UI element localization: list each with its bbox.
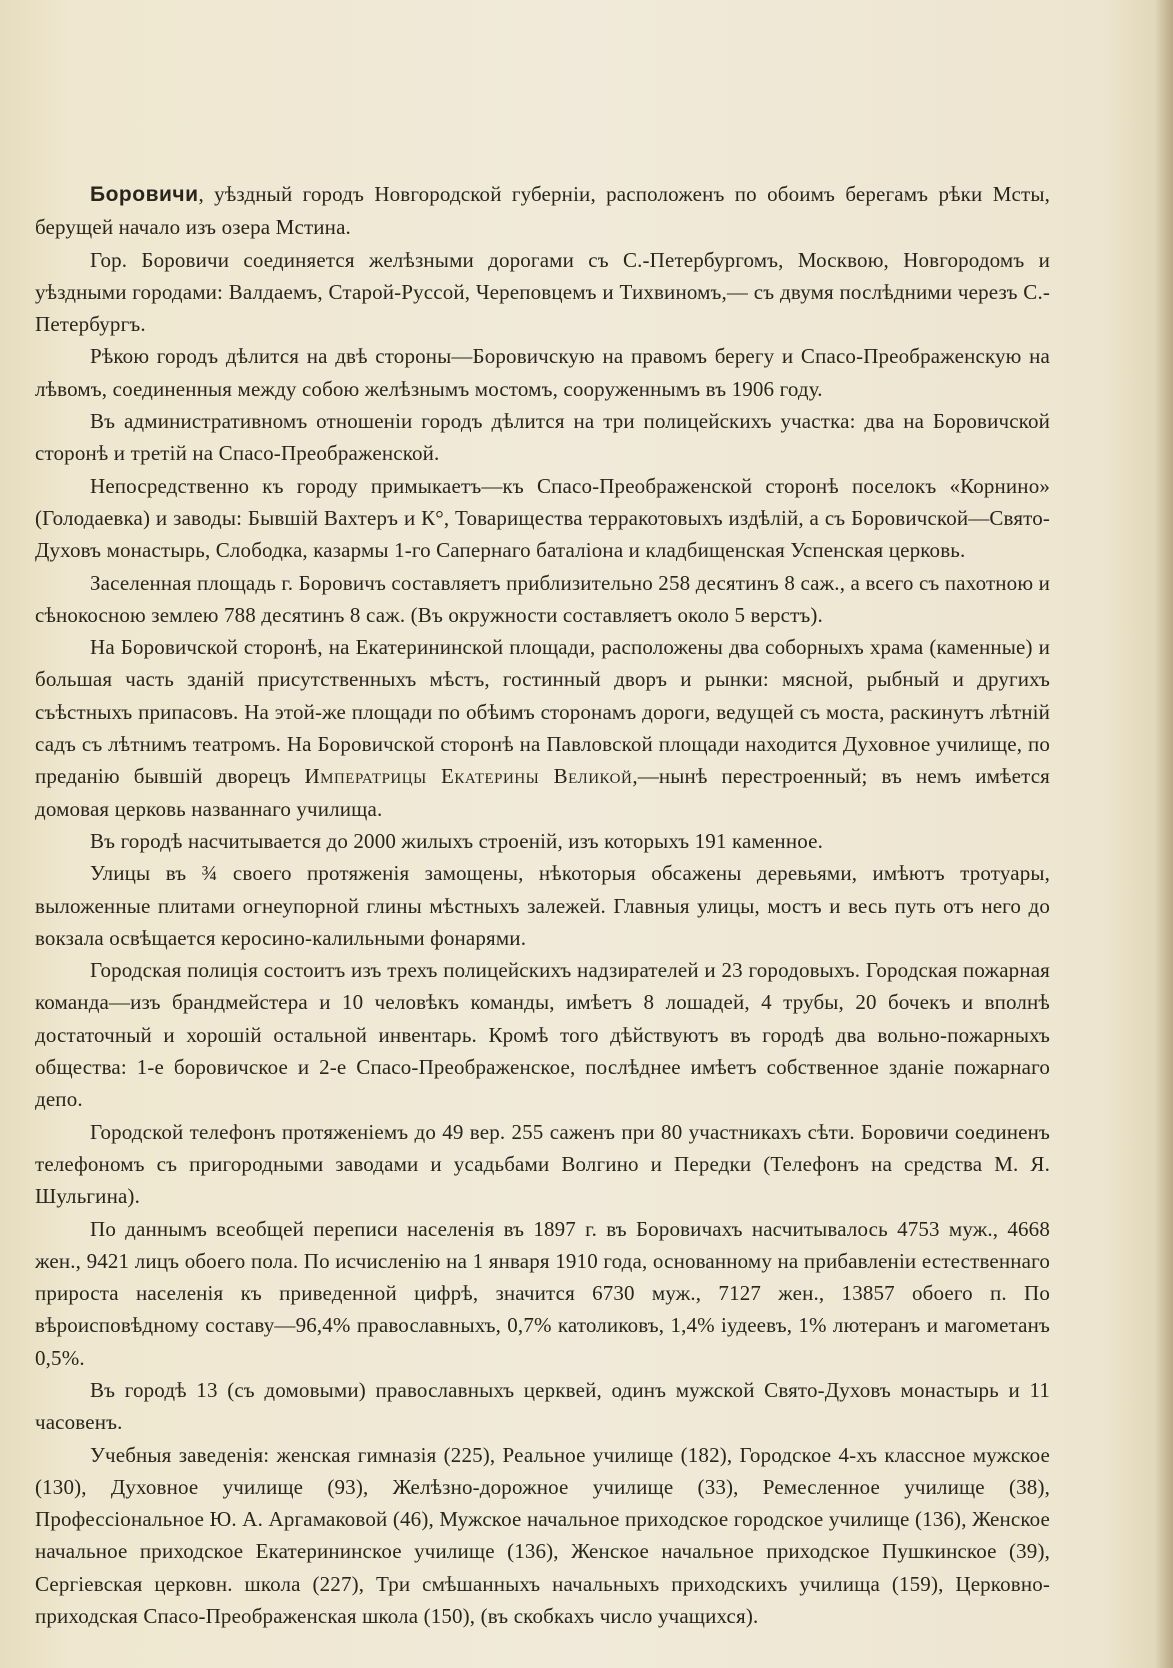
paragraph-3 [35, 340, 1050, 405]
paragraph-text: Въ городѣ 13 (съ домовыми) православныхъ церквей, одинъ мужской Свято-Духовъ монастырь и 11 часовенъ. [35, 1377, 1050, 1435]
entry-title: Боровичи [90, 183, 199, 206]
paragraph-text: , уѣздный городъ Новгородской губерніи, расположенъ по обоимъ берегамъ рѣки Мсты, берущей начало изъ озера Мстина. [35, 182, 1050, 240]
paragraph-text: Улицы въ ¾ своего протяженія замощены, нѣкоторыя обсажены деревьями, имѣютъ тротуары, выложенные плитами огнеупорной глины мѣстныхъ залежей. Главныя улицы, мостъ и весь путь отъ него до вокзала освѣщается керосино-калильными фонарями. [35, 861, 1050, 950]
paragraph-14 [35, 1439, 1050, 1633]
paragraph-text: Городская полиція состоитъ изъ трехъ полицейскихъ надзирателей и 23 городовыхъ. Городская пожарная команда—изъ брандмейстера и 10 человѣкъ команды, имѣетъ 8 лошадей, 4 трубы, 20 бочекъ и вполнѣ достаточный и хорошій остальной инвентарь. Кромѣ того дѣйствуютъ въ городѣ два вольно-пожарныхъ общества: 1-е боровичское и 2-е Спасо-Преображенское, послѣднее имѣетъ собственное зданіе пожарнаго депо. [35, 958, 1050, 1112]
paragraph-11 [35, 1116, 1050, 1213]
paragraph-9 [35, 857, 1050, 954]
paragraph-text: Непосредственно къ городу примыкаетъ—къ Спасо-Преображенской сторонѣ поселокъ «Корнино» (Голодаевка) и заводы: Бывшій Вахтеръ и К°, Товарищества терракотовыхъ издѣлій, а съ Боровичской—Свято-Духовъ монастырь, Слободка, казармы 1-го Сапернаго баталіона и кладбищенская Успенская церковь. [35, 473, 1050, 563]
paragraph-1 [35, 178, 1050, 244]
paragraph-10 [35, 954, 1050, 1115]
paragraph-8 [35, 825, 1050, 857]
page-edge-shadow [1155, 0, 1173, 1668]
paragraph-text: Рѣкою городъ дѣлится на двѣ стороны—Боровичскую на правомъ берегу и Спасо-Преображенскую на лѣвомъ, соединенныя между собою желѣзнымъ мостомъ, сооруженнымъ въ 1906 году. [35, 344, 1050, 401]
paragraph-text: Гор. Боровичи соединяется желѣзными дорогами съ С.-Петербургомъ, Москвою, Новгородомъ и уѣздными городами: Валдаемъ, Старой-Руссой, Череповцемъ и Тихвиномъ,— съ двумя послѣдними черезъ С.-Петербургъ. [35, 247, 1050, 337]
paragraph-text-tail: ,—нынѣ перестроенный; въ немъ имѣется домовая церковь названнаго училища. [35, 764, 1050, 821]
paragraph-text: На Боровичской сторонѣ, на Екатерининской площади, расположены два соборныхъ храма (каменные) и большая часть зданій присутственныхъ мѣстъ, гостинный дворъ и рынки: мясной, рыбный и другихъ съѣстныхъ припасовъ. На этой-же площади по обѣимъ сторонамъ дороги, ведущей съ моста, раскинутъ лѣтній садъ съ лѣтнимъ театромъ. На Боровичской сторонѣ на Павловской площади находится Духовное училище, по преданію бывшій дворецъ [35, 635, 1050, 789]
paragraph-text: Городской телефонъ протяженіемъ до 49 вер. 255 саженъ при 80 участникахъ сѣти. Боровичи соединенъ телефономъ съ пригородными заводами и усадьбами Волгино и Передки (Телефонъ на средства М. Я. Шульгина). [35, 1119, 1050, 1209]
paragraph-text: По даннымъ всеобщей переписи населенія въ 1897 г. въ Боровичахъ насчитывалось 4753 муж., 4668 жен., 9421 лицъ обоего пола. По исчисленію на 1 января 1910 года, основанному на прибавленіи естественнаго прироста населенія къ приведенной цифрѣ, значится 6730 муж., 7127 жен., 13857 обоего п. По вѣроисповѣдному составу—96,4% православныхъ, 0,7% католиковъ, 1,4% іудеевъ, 1% лютеранъ и магометанъ 0,5%. [35, 1216, 1050, 1370]
paragraph-text: Въ городѣ насчитывается до 2000 жилыхъ строеній, изъ которыхъ 191 каменное. [90, 828, 823, 853]
paragraph-5 [35, 470, 1050, 567]
paragraph-2 [35, 244, 1050, 341]
paragraph-text: Заселенная площадь г. Боровичъ составляетъ приблизительно 258 десятинъ 8 саж., а всего съ пахотною и сѣнокосною землею 788 десятинъ 8 саж. (Въ окружности составляетъ около 5 верстъ). [35, 570, 1050, 627]
paragraph-12 [35, 1213, 1050, 1374]
paragraph-6 [35, 567, 1050, 632]
document-body [35, 178, 1050, 1632]
paragraph-7 [35, 631, 1050, 825]
paragraph-text: Учебныя заведенія: женская гимназія (225), Реальное училище (182), Городское 4-хъ классное мужское (130), Духовное училище (93), Желѣзно-дорожное училище (33), Ремесленное училище (38), Профессіональное Ю. А. Аргамаковой (46), Мужское начальное приходское городское училище (136), Женское начальное приходское Екатерининское училище (136), Женское начальное приходское Пушкинское (39), Сергіевская церковн. школа (227), Три смѣшанныхъ начальныхъ приходскихъ училища (159), Церковно-приходская Спасо-Преображенская школа (150), (въ скобкахъ число учащихся). [35, 1442, 1050, 1629]
paragraph-13 [35, 1374, 1050, 1439]
paragraph-text: Въ административномъ отношеніи городъ дѣлится на три полицейскихъ участка: два на Боровичской сторонѣ и третій на Спасо-Преображенской. [35, 409, 1050, 466]
paragraph-4 [35, 405, 1050, 470]
paragraph-spaced-text: Императрицы Екатерины Великой [304, 764, 633, 789]
